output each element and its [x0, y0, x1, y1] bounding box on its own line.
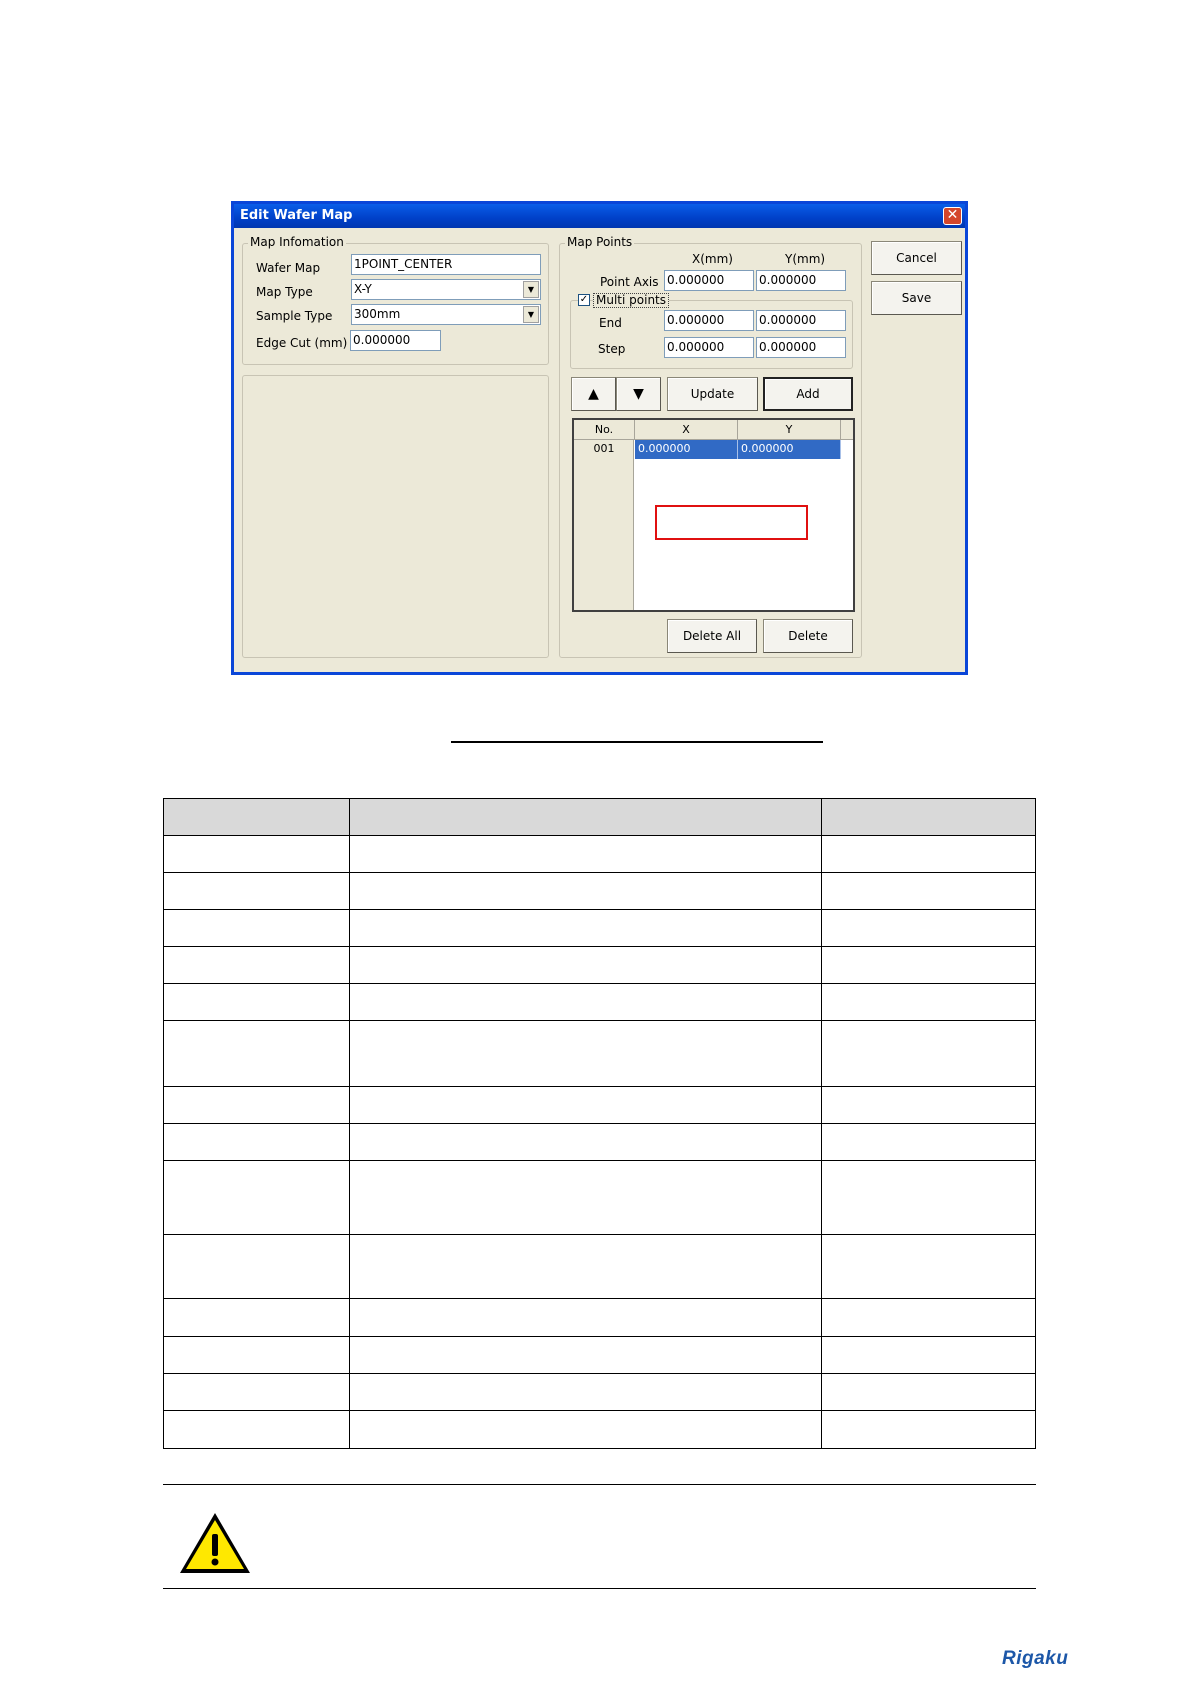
figure-caption-underline — [451, 741, 823, 743]
table-row — [164, 873, 1036, 910]
sample-type-select[interactable] — [351, 304, 541, 325]
map-type-value: X-Y — [354, 282, 372, 296]
table-cell — [822, 947, 1036, 984]
wafer-map-field[interactable]: 1POINT_CENTER — [351, 254, 541, 275]
table-row — [164, 1087, 1036, 1124]
table-cell — [822, 1087, 1036, 1124]
table-cell — [164, 873, 350, 910]
table-cell — [350, 1374, 822, 1411]
preview-panel — [242, 375, 549, 658]
table-cell — [350, 1235, 822, 1299]
warning-top-rule — [163, 1484, 1036, 1485]
delete-button[interactable]: Delete — [763, 619, 853, 653]
row-number-cell: 001 — [593, 442, 615, 455]
table-row — [164, 1235, 1036, 1299]
map-type-label: Map Type — [256, 285, 313, 299]
multi-points-checkbox[interactable]: ✓ — [579, 294, 589, 305]
map-points-label: Map Points — [567, 235, 633, 249]
header-cell — [350, 799, 822, 836]
table-cell — [822, 984, 1036, 1021]
table-cell — [350, 1161, 822, 1235]
table-cell — [350, 1299, 822, 1337]
table-row — [164, 1161, 1036, 1235]
grid-header-x[interactable]: X — [635, 420, 738, 440]
table-cell — [164, 1411, 350, 1449]
sample-type-value: 300mm — [354, 307, 401, 321]
warning-triangle-icon — [177, 1510, 253, 1576]
table-cell — [822, 910, 1036, 947]
warning-bottom-rule — [163, 1588, 1036, 1589]
end-x-field[interactable]: 0.000000 — [664, 310, 754, 331]
table-cell — [350, 910, 822, 947]
table-cell — [164, 1299, 350, 1337]
table-cell — [164, 984, 350, 1021]
table-cell — [822, 836, 1036, 873]
table-cell — [822, 1124, 1036, 1161]
step-label: Step — [598, 342, 626, 356]
table-cell — [822, 1161, 1036, 1235]
map-information-label: Map Infomation — [250, 235, 344, 249]
header-cell — [164, 799, 350, 836]
cancel-button[interactable]: Cancel — [871, 241, 962, 275]
table-cell — [164, 947, 350, 984]
description-table — [163, 798, 1036, 1449]
end-label: End — [599, 316, 622, 330]
x-mm-header: X(mm) — [692, 252, 733, 266]
edge-cut-field[interactable]: 0.000000 — [350, 330, 441, 351]
table-cell — [822, 1299, 1036, 1337]
table-row — [164, 947, 1036, 984]
grid-row-header-column — [574, 440, 634, 610]
table-cell — [350, 1021, 822, 1087]
table-cell — [350, 1124, 822, 1161]
map-type-select[interactable] — [351, 279, 541, 300]
y-mm-header: Y(mm) — [785, 252, 826, 266]
table-cell — [350, 836, 822, 873]
table-header-row — [164, 799, 1036, 836]
move-down-button[interactable] — [616, 377, 661, 411]
end-y-field[interactable]: 0.000000 — [756, 310, 846, 331]
multi-points-label: Multi points — [593, 293, 669, 308]
table-row — [164, 1374, 1036, 1411]
table-cell — [822, 1235, 1036, 1299]
table-cell — [164, 1087, 350, 1124]
table-row[interactable] — [574, 440, 855, 459]
table-cell — [164, 1021, 350, 1087]
table-cell — [164, 910, 350, 947]
table-cell — [350, 1087, 822, 1124]
point-axis-x-field[interactable]: 0.000000 — [664, 270, 754, 291]
table-row — [164, 1299, 1036, 1337]
table-cell — [164, 1374, 350, 1411]
table-row — [164, 836, 1036, 873]
grid-header-filler — [841, 420, 855, 440]
close-icon[interactable]: ✕ — [943, 207, 962, 225]
table-cell — [350, 947, 822, 984]
update-button[interactable]: Update — [667, 377, 758, 411]
edge-cut-label: Edge Cut (mm) — [256, 336, 348, 350]
chevron-down-icon[interactable]: ▼ — [523, 306, 539, 323]
table-cell — [164, 1124, 350, 1161]
table-cell — [350, 873, 822, 910]
table-row — [164, 1124, 1036, 1161]
move-up-button[interactable] — [571, 377, 616, 411]
delete-all-button[interactable]: Delete All — [667, 619, 757, 653]
table-row — [164, 1021, 1036, 1087]
table-row — [164, 910, 1036, 947]
wafer-map-label: Wafer Map — [256, 261, 321, 275]
table-row — [164, 1411, 1036, 1449]
rigaku-logo: Rigaku — [1002, 1648, 1069, 1669]
header-cell — [822, 799, 1036, 836]
table-cell — [822, 1021, 1036, 1087]
table-cell — [350, 984, 822, 1021]
table-row — [164, 984, 1036, 1021]
table-cell — [822, 1337, 1036, 1374]
table-cell — [350, 1411, 822, 1449]
dialog-titlebar[interactable] — [234, 204, 965, 228]
step-x-field[interactable]: 0.000000 — [664, 337, 754, 358]
table-cell — [350, 1337, 822, 1374]
add-button[interactable]: Add — [763, 377, 853, 411]
map-points-grid[interactable] — [572, 418, 855, 612]
highlight-box — [655, 505, 808, 540]
sample-type-label: Sample Type — [256, 309, 333, 323]
table-row — [164, 1337, 1036, 1374]
chevron-down-icon[interactable]: ▼ — [523, 281, 539, 298]
table-cell — [164, 1337, 350, 1374]
row-x-cell[interactable]: 0.000000 — [635, 440, 738, 459]
point-axis-label: Point Axis — [600, 275, 659, 289]
step-y-field[interactable]: 0.000000 — [756, 337, 846, 358]
table-cell — [164, 1235, 350, 1299]
table-cell — [164, 836, 350, 873]
edit-wafer-map-dialog — [231, 201, 968, 675]
table-cell — [822, 873, 1036, 910]
table-cell — [164, 1161, 350, 1235]
down-arrow-icon: ▼ — [633, 386, 644, 402]
table-cell — [822, 1411, 1036, 1449]
grid-header-no[interactable]: No. — [574, 420, 635, 440]
point-axis-y-field[interactable]: 0.000000 — [756, 270, 846, 291]
save-button[interactable]: Save — [871, 281, 962, 315]
up-arrow-icon: ▲ — [588, 386, 599, 402]
dialog-title: Edit Wafer Map — [240, 208, 353, 223]
table-cell — [822, 1374, 1036, 1411]
grid-header-y[interactable]: Y — [738, 420, 841, 440]
row-y-cell[interactable]: 0.000000 — [738, 440, 841, 459]
